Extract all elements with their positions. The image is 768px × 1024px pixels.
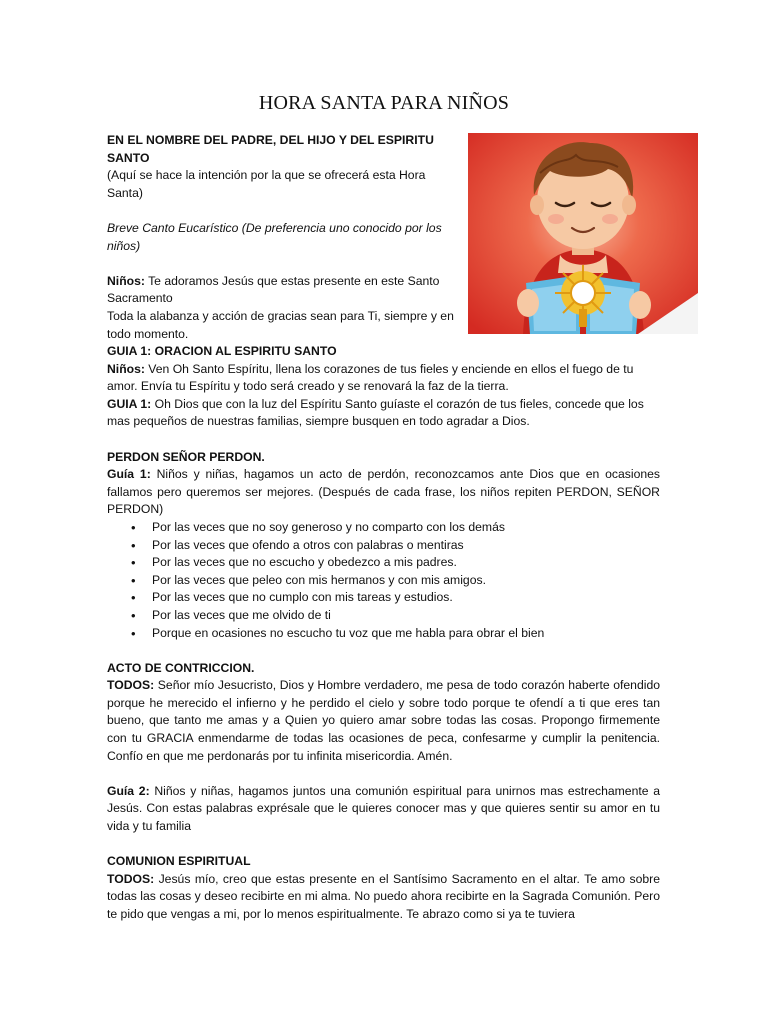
intro-section <box>107 132 455 343</box>
guia1-text: Oh Dios que con la luz del Espíritu Santo guíaste el corazón de tus fieles, concede que los mas pequeños de nuestras familias, siempre busquen en todo agradar a Dios. <box>107 396 644 429</box>
guia2-body <box>107 783 660 836</box>
ninos-label: Niños: <box>107 273 145 288</box>
illustration-svg <box>468 133 698 334</box>
intro-note: (Aquí se hace la intención por la que se ofrecerá esta Hora Santa) <box>107 168 426 200</box>
list-item: • Por las veces que ofendo a otros con palabras o mentiras <box>107 537 660 555</box>
list-item: • Por las veces que no cumplo con mis tareas y estudios. <box>107 589 660 607</box>
perdon-guia <box>107 466 660 519</box>
comunion-body <box>107 871 660 924</box>
child-holding-monstrance-illustration <box>468 133 698 334</box>
main-section <box>107 343 660 924</box>
list-item: • Por las veces que no soy generoso y no comparto con los demás <box>107 519 660 537</box>
comunion-todos-label: TODOS: <box>107 871 155 886</box>
ninos-adoramos-text: Te adoramos Jesús que estas presente en este Santo Sacramento <box>107 273 440 306</box>
ninos-oracion-text: Ven Oh Santo Espíritu, llena los corazones de tus fieles y enciende en ellos el fuego de tu amor. Envía tu Espíritu y todo será creado y se renovará la faz de la tierra. <box>107 361 634 394</box>
guia1-heading: GUIA 1: ORACION AL ESPIRITU SANTO <box>107 344 337 358</box>
ninos-oracion-label: Niños: <box>107 361 145 376</box>
page-title: HORA SANTA PARA NIÑOS <box>258 92 510 114</box>
comunion-text: Jesús mío, creo que estas presente en el Santísimo Sacramento en el altar. Te amo sobre todas las cosas y deseo recibirte en mi alma. No puedo ahora recibirte en la Sagrada Comunión. Pero te pido que vengas a mi, por lo menos espiritualmente. Te abrazo como si ya te tuviera <box>107 871 660 921</box>
perdon-list <box>107 519 660 642</box>
comunion-heading: COMUNION ESPIRITUAL <box>107 854 251 869</box>
contriccion-text: Señor mío Jesucristo, Dios y Hombre verdadero, me pesa de todo corazón haberte ofendido porque he merecido el infierno y he perdido el cielo y sobre todo porque te ofendí a ti que eres tan bueno, que tanto me amas y a Quien yo quiero amar sobre todas las cosas. Propongo firmemente con tu GRACIA enmendarme de todas las ocasiones de peca, confesarme y cumplir la penitencia. Confío en que me perdonarás por tu infinita misericordia. Amén. <box>107 678 660 763</box>
guia1-label: GUIA 1: <box>107 396 152 411</box>
perdon-guia-text: Niños y niñas, hagamos un acto de perdón, reconozcamos ante Dios que en ocasiones fallamos pero queremos ser mejores. (Después de cada frase, los niños repiten PERDON, SEÑOR PERDON) <box>107 467 660 517</box>
list-item: • Por las veces que peleo con mis hermanos y con mis amigos. <box>107 572 660 590</box>
contriccion-todos-label: TODOS: <box>107 678 155 693</box>
list-item: • Porque en ocasiones no escucho tu voz que me habla para obrar el bien <box>107 625 660 643</box>
guia2-text: Niños y niñas, hagamos juntos una comunión espiritual para unirnos mas estrechamente a Jesús. Con estas palabras exprésale que le quieres conocer mas y que quieres sentir su amor en tu vida y tu familia <box>107 783 660 834</box>
canto-instruction: Breve Canto Eucarístico (De preferencia uno conocido por los niños) <box>107 220 442 253</box>
perdon-heading: PERDON SEÑOR PERDON. <box>107 449 265 464</box>
ninos-adoramos <box>107 273 455 308</box>
contriccion-body <box>107 677 660 765</box>
list-item: • Por las veces que no escucho y obedezco a mis padres. <box>107 554 660 572</box>
alabanza-text: Toda la alabanza y acción de gracias sean para Ti, siempre y en todo momento. <box>107 308 454 341</box>
ninos-oracion <box>107 361 660 396</box>
intro-heading: EN EL NOMBRE DEL PADRE, DEL HIJO Y DEL ESPIRITU SANTO <box>107 133 434 165</box>
guia1-oracion <box>107 396 660 431</box>
list-item: • Por las veces que me olvido de ti <box>107 607 660 625</box>
perdon-guia-label: Guía 1: <box>107 467 151 482</box>
contriccion-heading: ACTO DE CONTRICCION. <box>107 660 255 675</box>
guia2-label: Guía 2: <box>107 783 150 798</box>
